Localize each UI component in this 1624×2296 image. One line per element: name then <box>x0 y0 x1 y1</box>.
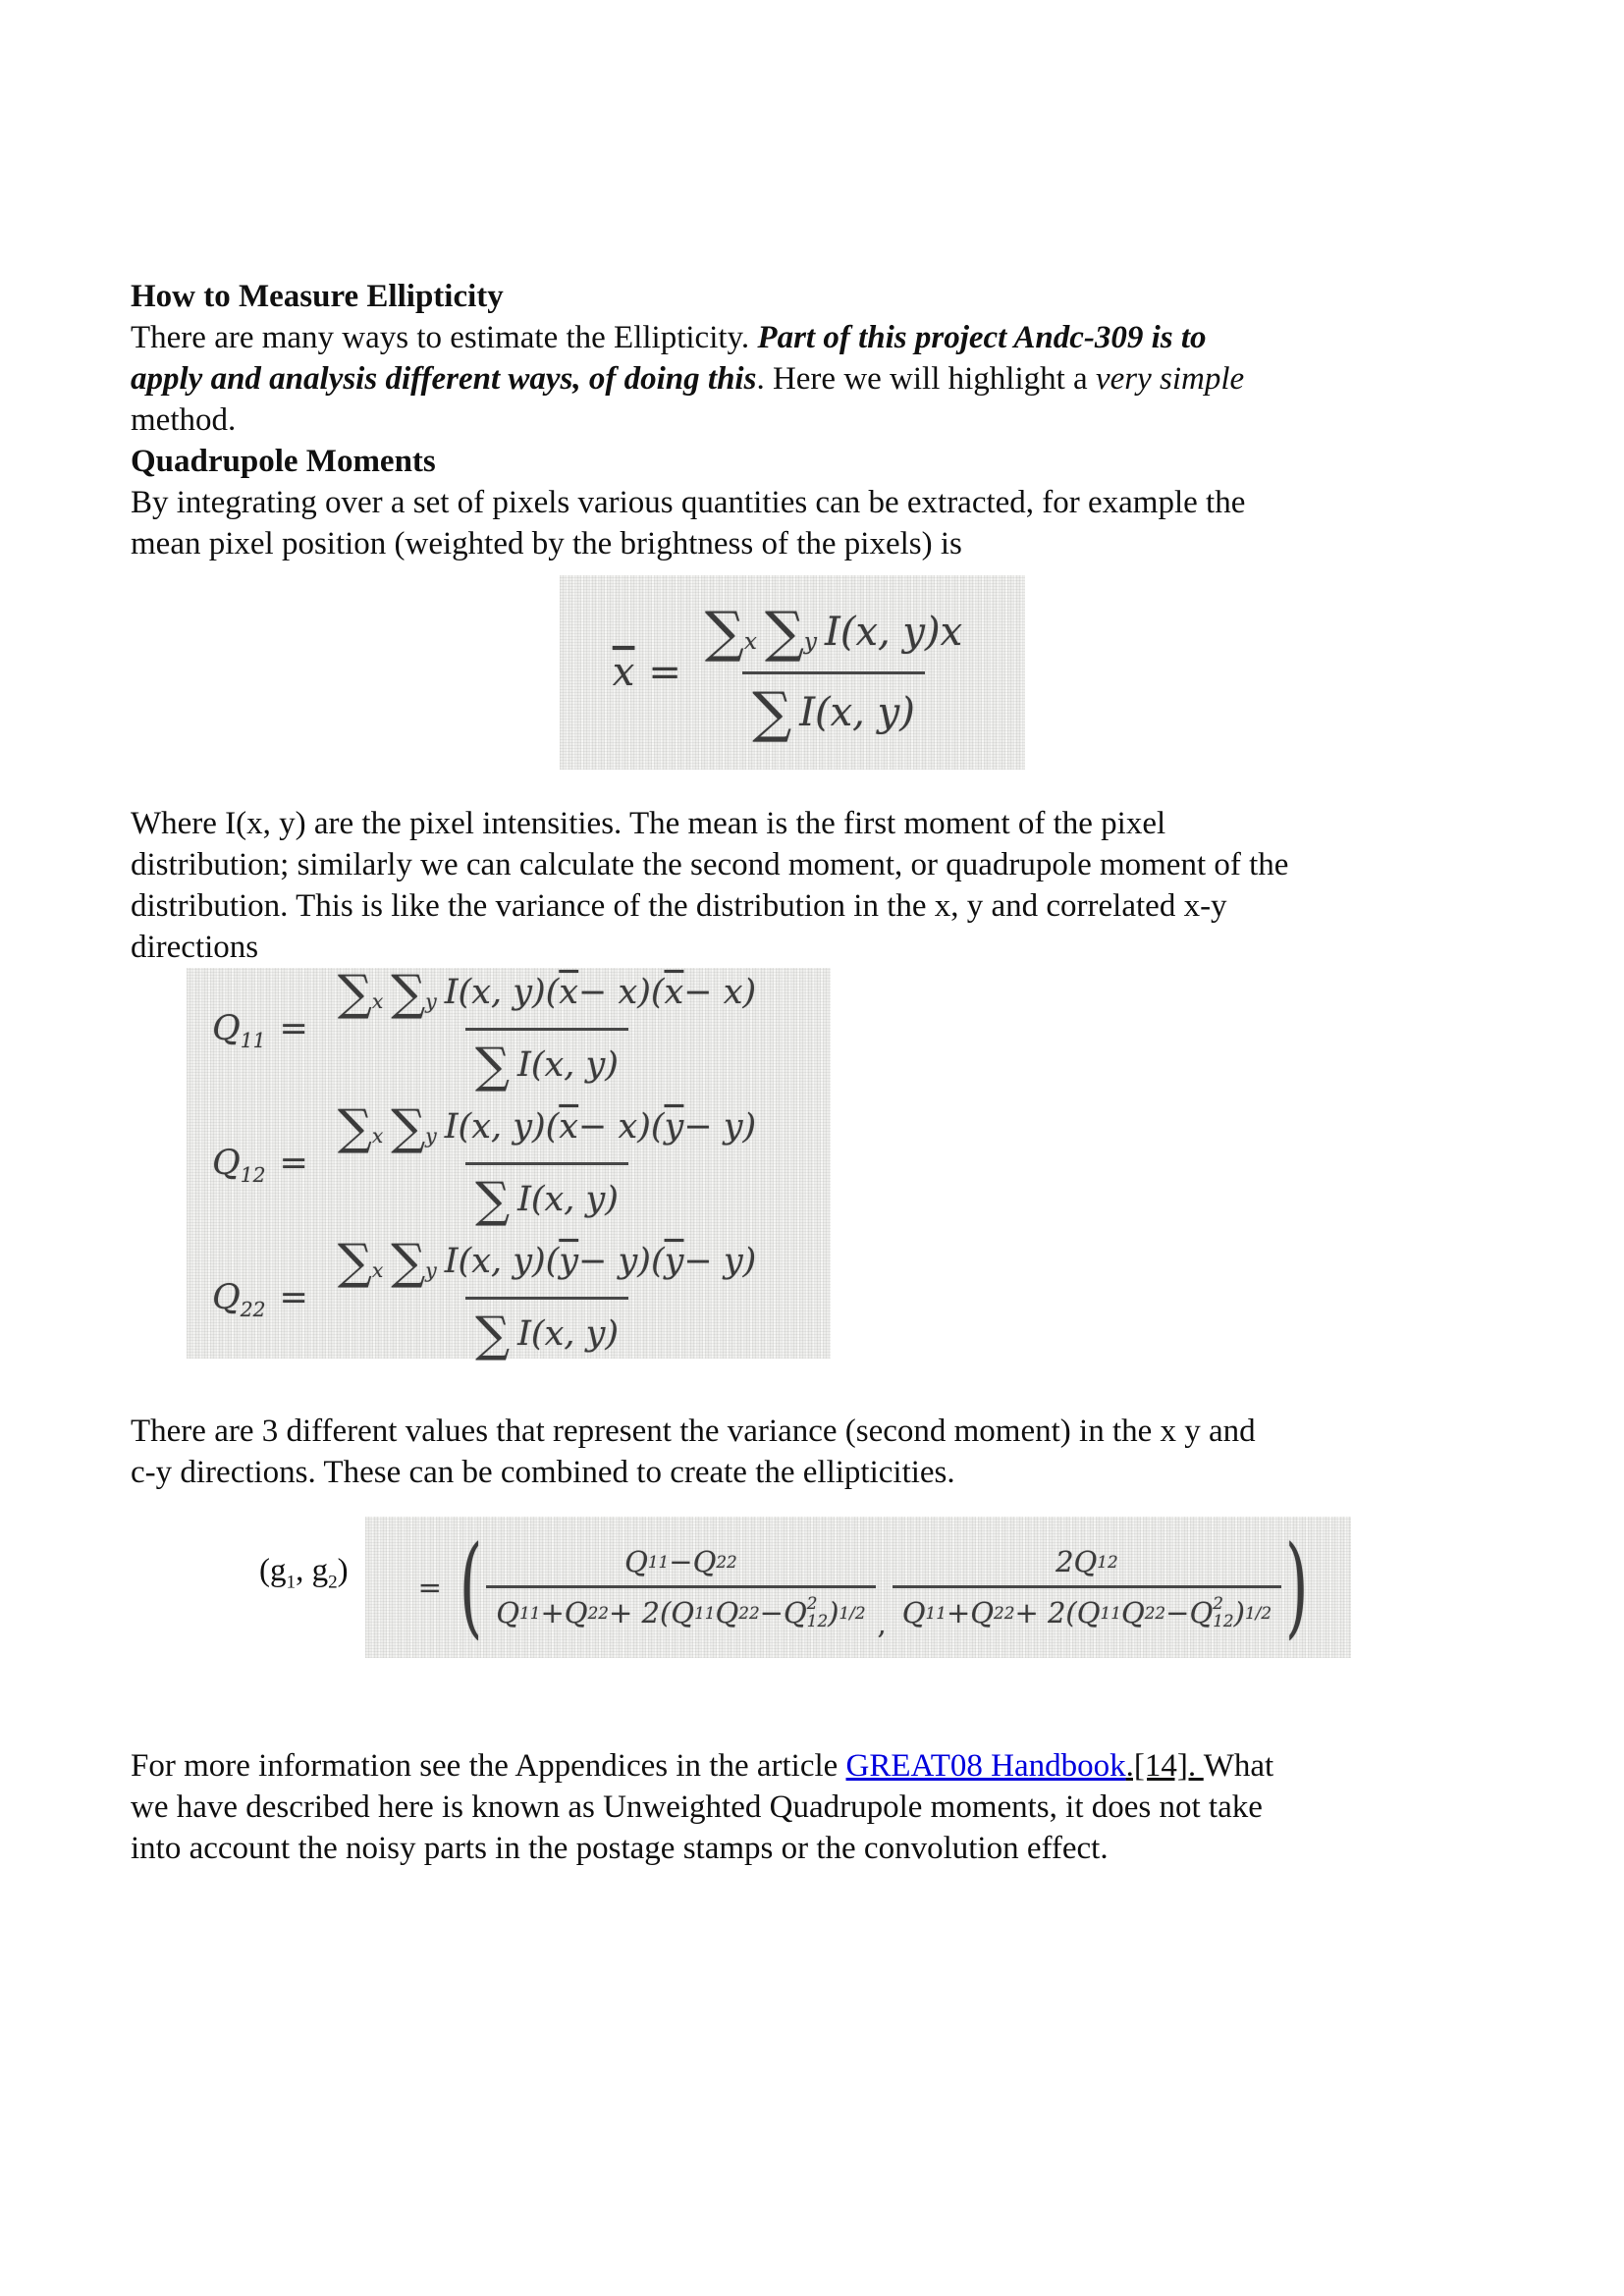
math-term: Q <box>692 1544 717 1578</box>
math-fraction <box>328 965 766 1094</box>
math-term: I(x, y) <box>517 1314 620 1354</box>
sigma-sum-symbol: ∑ <box>337 964 372 1021</box>
fraction-denominator <box>465 1028 628 1094</box>
text-run-bold-italic: apply and analysis different ways, of doing this <box>131 361 757 397</box>
sigma-sum-symbol: ∑ <box>391 964 426 1021</box>
paragraph-line: distribution; similarly we can calculate the second moment, or quadrupole moment of the <box>131 847 1289 882</box>
math-subscript: 11 <box>240 1029 266 1052</box>
text-run: What <box>1203 1748 1274 1784</box>
math-term: ) <box>828 1595 839 1629</box>
sigma-sum-symbol: ∑ <box>475 1306 511 1362</box>
fraction-numerator: Q 11 − Q 22 <box>624 1544 737 1578</box>
math-term: Q <box>715 1595 739 1629</box>
math-term: Q <box>212 1009 241 1048</box>
math-ybar: $\overline{y}$ <box>664 1242 684 1281</box>
math-operator: − <box>759 1595 784 1629</box>
math-term: I(x, y)( <box>444 1107 560 1147</box>
math-ybar: $\overline{y}$ <box>664 1107 684 1147</box>
math-sup-sub-stack <box>806 1592 829 1630</box>
math-term: I(x, y)( <box>444 1242 560 1281</box>
math-superscript: 2 <box>806 1592 818 1613</box>
math-subscript: 12 <box>806 1610 829 1630</box>
math-term: Q <box>671 1595 695 1629</box>
math-xbar: $\overline{x}$ <box>664 973 684 1012</box>
text-run: method. <box>131 402 237 438</box>
fraction-numerator: ∑ $_x$ ∑ $_y$ I(x, y)x <box>704 600 963 665</box>
math-equals: = <box>279 1144 308 1183</box>
math-superscript: 2 <box>1213 1592 1223 1613</box>
math-equals: = <box>279 1278 308 1317</box>
math-term: Q <box>496 1595 520 1629</box>
math-equals: = <box>648 650 681 695</box>
moments-paragraph <box>131 803 1288 968</box>
text-run: (g <box>259 1553 287 1588</box>
math-term: ) <box>1233 1595 1245 1629</box>
sigma-sum-symbol: ∑ <box>391 1233 426 1290</box>
math-subscript: 22 <box>240 1298 266 1321</box>
great08-handbook-link[interactable]: GREAT08 Handbook <box>845 1748 1126 1784</box>
heading-how-to-measure-ellipticity: How to Measure Ellipticity <box>131 279 504 314</box>
math-fraction-g2 <box>893 1545 1281 1629</box>
math-fraction <box>328 1099 766 1228</box>
big-close-paren: ) <box>1285 1523 1309 1651</box>
math-xbar: $\overline{x}$ <box>559 973 579 1012</box>
comma-separator: , <box>877 1607 887 1640</box>
math-subscript: 12 <box>1213 1610 1234 1630</box>
paragraph-line <box>131 400 1245 441</box>
text-run: . Here we will highlight a <box>756 361 1096 397</box>
ellipticity-paragraph <box>131 1411 1256 1493</box>
sigma-sum-symbol: ∑ <box>391 1098 426 1155</box>
math-term: Q <box>901 1595 926 1629</box>
math-operator: − <box>669 1544 693 1578</box>
math-term: I(x, y)( <box>444 973 560 1012</box>
math-term: Q <box>624 1544 648 1578</box>
fraction-denominator: Q 11 + Q 22 + 2( Q 11 Q 22 − Q 2 12 ) 1/2 <box>486 1585 875 1629</box>
math-equals: = <box>417 1571 442 1604</box>
math-term: − y)( <box>578 1242 665 1281</box>
math-term: Q <box>564 1595 588 1629</box>
formula-image-quadrupole-moments <box>187 964 831 1362</box>
text-run: , g <box>296 1553 329 1588</box>
math-term: Q <box>1076 1595 1101 1629</box>
math-subscript: 2 <box>328 1572 338 1593</box>
paragraph-line <box>131 358 1245 400</box>
intro-section <box>131 276 1245 564</box>
paragraph-line: we have described here is known as Unweighted Quadrupole moments, it does not take <box>131 1789 1263 1825</box>
text-run: ) <box>337 1553 349 1588</box>
fraction-numerator: ∑ $_x$ ∑ $_y$ I(x, y)( $\overline{x}$ − x)( $\overline{x}$ − x) <box>337 964 757 1021</box>
equation-q11 <box>212 965 831 1094</box>
paragraph-line: By integrating over a set of pixels various quantities can be extracted, for example the <box>131 485 1246 520</box>
sigma-sum-symbol: ∑ <box>337 1233 372 1290</box>
big-open-paren: ( <box>459 1523 483 1651</box>
fraction-numerator: 2 Q 12 <box>1056 1544 1118 1578</box>
sigma-sum-symbol: ∑ <box>475 1037 511 1094</box>
paragraph-line: distribution. This is like the variance of the distribution in the x, y and correlated x-y <box>131 888 1227 924</box>
math-term: Q <box>1120 1595 1145 1629</box>
equation-q12 <box>212 1099 831 1228</box>
fraction-numerator: ∑ $_x$ ∑ $_y$ I(x, y)( $\overline{y}$ − y)( $\overline{y}$ − y) <box>337 1233 757 1290</box>
math-term: − x)( <box>578 1107 665 1147</box>
math-term: Q <box>212 1278 241 1317</box>
math-ybar: $\overline{y}$ <box>559 1242 579 1281</box>
math-xbar: $\overline{x}$ <box>559 1107 579 1147</box>
g1-g2-label <box>259 1553 349 1593</box>
math-operator: + <box>540 1595 565 1629</box>
paragraph-line: into account the noisy parts in the postage stamps or the convolution effect. <box>131 1831 1109 1866</box>
paragraph-line <box>131 1745 1273 1787</box>
math-fraction <box>695 601 972 745</box>
formula-image-ellipticities <box>365 1517 1351 1658</box>
equation-q22 <box>212 1234 831 1362</box>
text-run: There are many ways to estimate the Ellipticity. <box>131 320 758 355</box>
paragraph-line: There are 3 different values that represent the variance (second moment) in the x y and <box>131 1414 1256 1449</box>
math-term: I(x, y)x <box>825 610 963 655</box>
fraction-numerator: ∑ $_x$ ∑ $_y$ I(x, y)( $\overline{x}$ − x)( $\overline{y}$ − y) <box>337 1098 757 1155</box>
sigma-sum-symbol: ∑ <box>475 1171 511 1228</box>
text-run-underlined: .[14]. <box>1125 1748 1204 1784</box>
math-term: − y) <box>683 1107 757 1147</box>
paragraph-line <box>131 317 1245 358</box>
math-term: I(x, y) <box>799 690 915 735</box>
fraction-denominator <box>465 1297 628 1362</box>
fraction-denominator: Q 11 + Q 22 + 2( Q 11 Q 22 − Q 2 12 ) 1/2 <box>893 1585 1281 1629</box>
math-term: I(x, y) <box>517 1045 619 1085</box>
math-operator: + 2( <box>1014 1595 1077 1629</box>
math-term: Q <box>1189 1595 1214 1629</box>
math-term: 2 <box>1056 1544 1074 1578</box>
math-sup-sub-stack <box>1213 1592 1234 1630</box>
formula-image-mean-pixel-position <box>560 575 1025 770</box>
math-xbar: $\overline{x}$ <box>612 650 635 695</box>
paragraph-line: mean pixel position (weighted by the brightness of the pixels) is <box>131 526 962 561</box>
math-term: − x) <box>683 973 757 1012</box>
sigma-sum-symbol: ∑ <box>752 680 792 745</box>
math-term: Q <box>783 1595 807 1629</box>
math-term: − x)( <box>578 973 665 1012</box>
heading-quadrupole-moments: Quadrupole Moments <box>131 444 436 479</box>
paragraph-line: c-y directions. These can be combined to create the ellipticities. <box>131 1455 955 1490</box>
math-subscript: 1 <box>286 1572 297 1593</box>
math-subscript: 12 <box>240 1163 266 1187</box>
math-operator: + 2( <box>608 1595 672 1629</box>
fraction-denominator <box>742 671 925 745</box>
text-run: For more information see the Appendices in the article <box>131 1748 846 1784</box>
sigma-sum-symbol: ∑ <box>704 600 744 665</box>
fraction-denominator <box>465 1162 628 1228</box>
text-run-italic: very simple <box>1095 361 1245 397</box>
sigma-sum-symbol: ∑ <box>764 600 804 665</box>
math-term: I(x, y) <box>517 1180 619 1219</box>
math-term: Q <box>970 1595 995 1629</box>
math-operator: + <box>946 1595 971 1629</box>
text-run-bold-italic: Part of this project Andc-309 is to <box>757 320 1207 355</box>
math-fraction-g1 <box>486 1545 875 1629</box>
math-term: Q <box>1073 1544 1098 1578</box>
math-term: − y) <box>683 1242 757 1281</box>
math-operator: − <box>1165 1595 1190 1629</box>
paragraph-line: directions <box>131 930 259 965</box>
paragraph-line: Where I(x, y) are the pixel intensities. The mean is the first moment of the pixel <box>131 806 1166 841</box>
math-equals: = <box>279 1009 308 1048</box>
sigma-sum-symbol: ∑ <box>337 1098 372 1155</box>
closing-paragraph <box>131 1745 1273 1869</box>
math-fraction <box>328 1234 766 1362</box>
math-term: Q <box>212 1144 241 1183</box>
